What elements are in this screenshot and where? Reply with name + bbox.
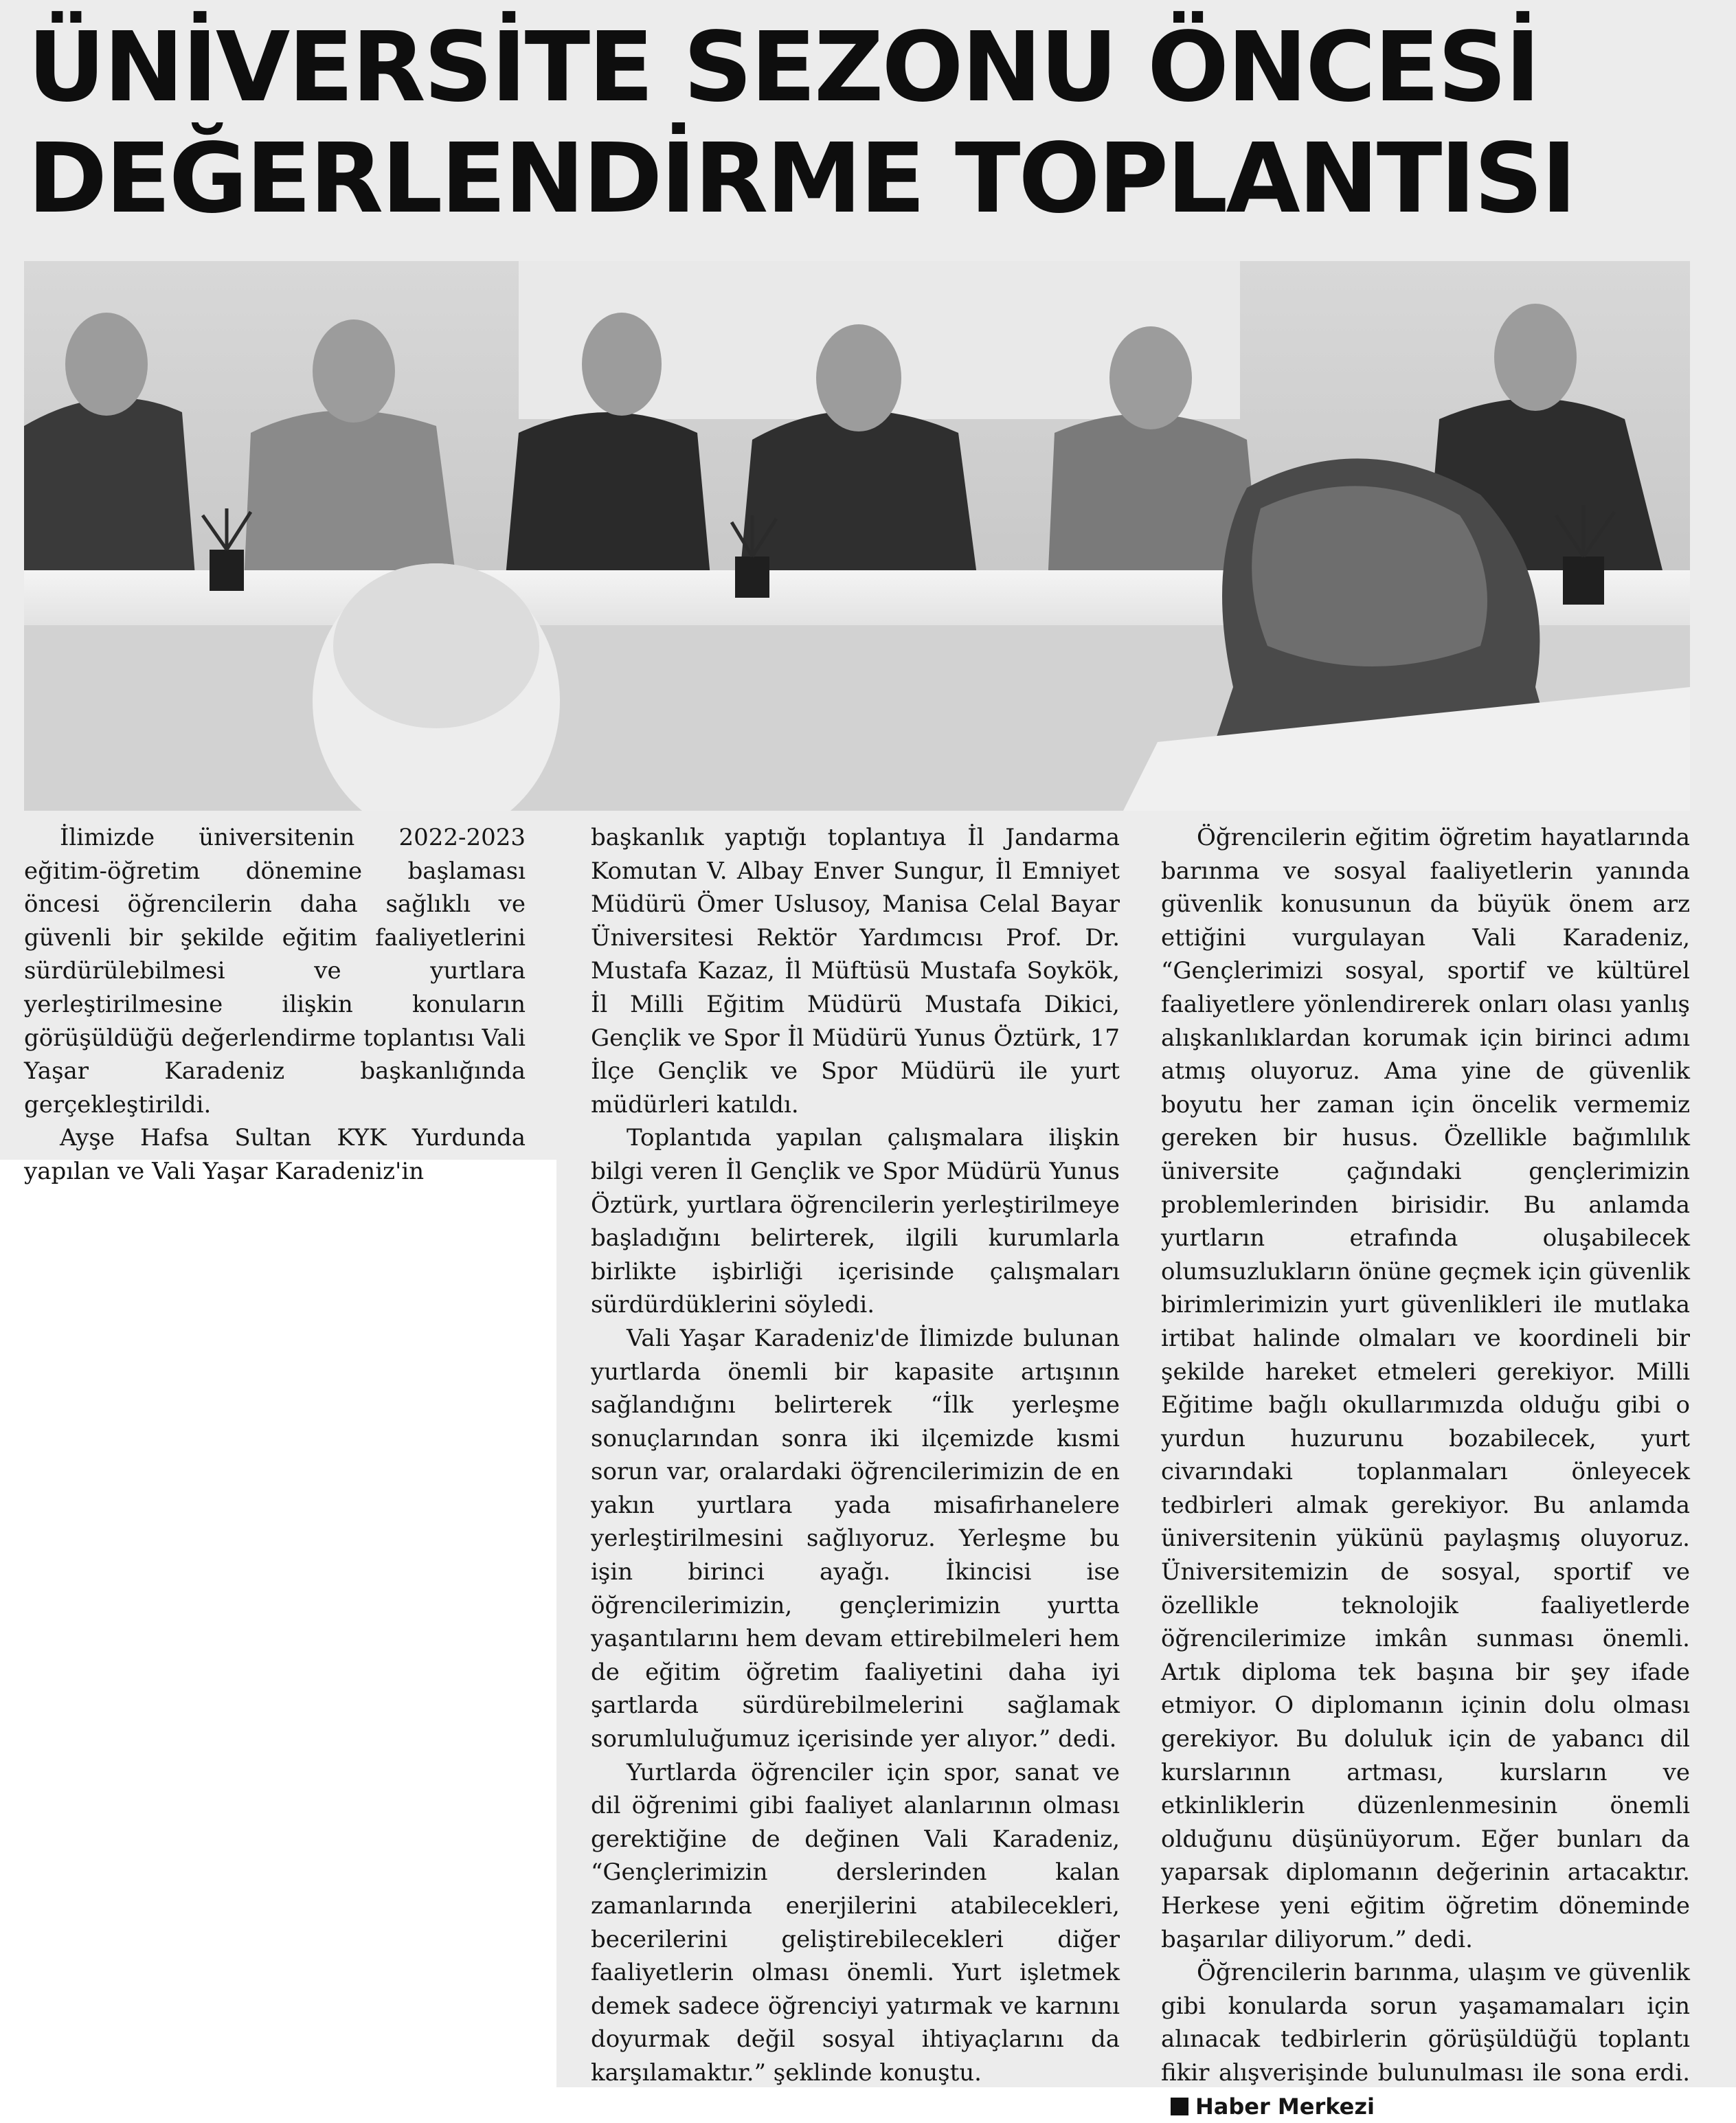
paragraph-attendees-start: Ayşe Hafsa Sultan KYK Yurdunda yapılan ve Vali Yaşar Karadeniz'in — [24, 1124, 526, 1185]
paragraph-attendees-cont: başkanlık yaptığı toplantıya İl Jandarma Komutan V. Albay Enver Sungur, İl Emniyet Müdürü Ömer Uslusoy, Manisa Celal Bayar Üniversitesi Rektör Yardımcısı Prof. Dr. Mustafa Kazaz, İl Müftüsü Mustafa Soykök, İl Milli Eğitim Müdürü Mustafa Dikici, Gençlik ve Spor İl Müdürü Yunus Öztürk, 17 İlçe Gençlik ve Spor Müdürü ile yurt müdürleri katıldı. — [591, 824, 1120, 1119]
paragraph-capacity: Vali Yaşar Karadeniz'de İlimizde bulunan yurtlarda önemli bir kapasite artışının sağlandığını belirterek “İlk yerleşme sonuçlarından sonra iki ilçemizde kısmi sorun var, oralardaki öğrencilerimizin de en yakın yurtlara yada misafirhanelere yerleştirilmesini sağlıyoruz. Yerleşme bu işin birinci ayağı. İkincisi ise öğrencilerimizin, gençlerimizin yurtta yaşantılarını hem devam ettirebilmeleri hem de eğitim öğretim faaliyetini daha iyi şartlarda sürdürebilmelerini sağlamak sorumluluğumuz içerisinde yer alıyor.” dedi. — [591, 1324, 1120, 1753]
text-column-2 — [591, 821, 1120, 2090]
text-column-1 — [24, 821, 526, 1189]
byline: Haber Merkezi — [1195, 2093, 1375, 2120]
byline-square-icon — [1171, 2098, 1188, 2115]
paragraph-activities: Yurtlarda öğrenciler için spor, sanat ve dil öğrenimi gibi faaliyet alanlarının olması gerektiğine de değinen Vali Karadeniz, “Gençlerimizin derslerinden kalan zamanlarında enerjilerini atabilecekleri, becerilerini geliştirebilecekleri diğer faaliyetlerin olması önemli. Yurt işletmek demek sadece öğrenciyi yatırmak ve karnını doyurmak değil sosyal ihtiyaçlarını da karşılamaktır.” şeklinde konuştu. — [591, 1758, 1120, 2087]
paragraph-intro: İlimizde üniversitenin 2022-2023 eğitim-öğretim dönemine başlaması öncesi öğrencilerin daha sağlıklı ve güvenli bir şekilde eğitim faaliyetlerini sürdürülebilmesi ve yurtlara yerleştirilmesine ilişkin konuların görüşüldüğü değerlendirme toplantısı Vali Yaşar Karadeniz başkanlığında gerçekleştirildi. — [24, 824, 526, 1119]
paragraph-security: Öğrencilerin eğitim öğretim hayatlarında barınma ve sosyal faaliyetlerin yanında güvenlik konusunun da büyük önem arz ettiğini vurgulayan Vali Karadeniz, “Gençlerimizi sosyal, sportif ve kültürel faaliyetlere yönlendirerek onları olası yanlış alışkanlıklardan korumak için birinci adımı atmış oluyoruz. Ama yine de güvenlik boyutu her zaman için öncelik vermemiz gereken bir husus. Özellikle bağımlılık üniversite çağındaki gençlerimizin problemlerinden birisidir. Bu anlamda yurtların etrafında oluşabilecek olumsuzlukların önüne geçmek için güvenlik birimlerimizin yurt güvenlikleri ile mutlaka irtibat halinde olmaları ve koordineli bir şekilde hareket etmeleri gerekiyor. Milli Eğitime bağlı okullarımızda olduğu gibi o yurdun huzurunu bozabilecek, yurt civarındaki toplanmaları önleyecek tedbirleri almak gerekiyor. Bu anlamda üniversitenin yükünü paylaşmış oluyoruz. Üniversitemizin de sosyal, sportif ve özellikle teknolojik faaliyetlerde öğrencilerimize imkân sunması önemli. Artık diploma tek başına bir şey ifade etmiyor. O diplomanın içinin dolu olması gerekiyor. Bu doluluk için de yabancı dil kurslarının artması, kursların ve etkinliklerin düzenlenmesinin önemli olduğunu düşünüyorum. Eğer bunları da yaparsak diplomanın değerinin artacaktır. Herkese yeni eğitim öğretim döneminde başarılar diliyorum.” dedi. — [1161, 824, 1690, 1953]
text-column-3 — [1161, 821, 1690, 2123]
meeting-photo-illustration — [24, 261, 1690, 811]
headline-line-1: ÜNİVERSİTE SEZONU ÖNCESİ — [27, 12, 1539, 124]
paragraph-ozturk: Toplantıda yapılan çalışmalara ilişkin bilgi veren İl Gençlik ve Spor Müdürü Yunus Öztürk, yurtlara öğrencilerin yerleştirilmeye başladığını belirterek, ilgili kurumlarla birlikte işbirliği içerisinde çalışmaları sürdürdüklerini söyledi. — [591, 1124, 1120, 1319]
closing-text: Öğrencilerin barınma, ulaşım ve güvenlik gibi konularda sorun yaşamamaları için alınacak tedbirlerin görüşüldüğü toplantı fikir alışverişinde bulunulması ile sona erdi. — [1161, 1959, 1690, 2087]
meeting-photo — [24, 261, 1690, 811]
headline — [27, 12, 1711, 235]
headline-line-2: DEĞERLENDİRME TOPLANTISI — [27, 123, 1575, 235]
paragraph-closing — [1161, 1956, 1690, 2123]
